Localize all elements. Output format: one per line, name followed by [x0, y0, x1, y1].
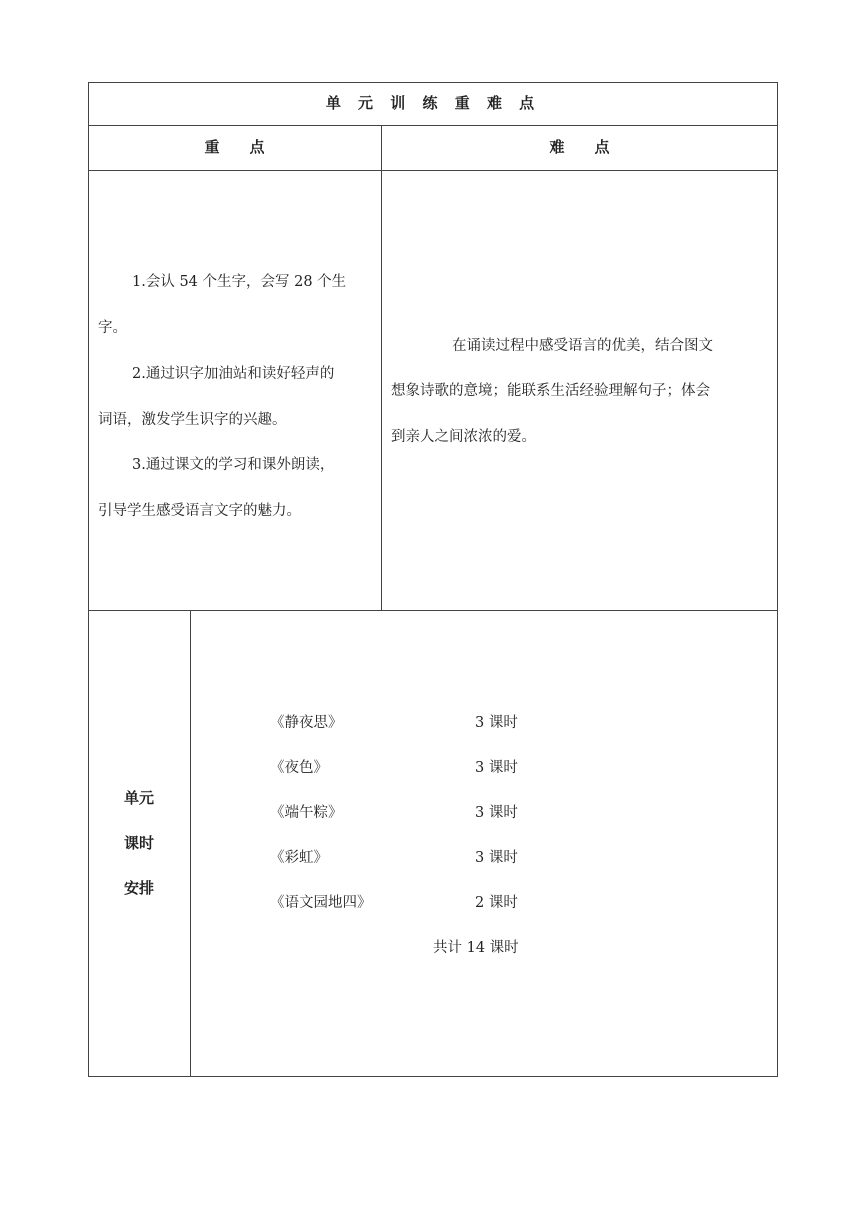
lesson-title: 《夜色》: [270, 760, 328, 776]
divider-header: [88, 170, 778, 171]
focus-column-header: 重 点: [204, 138, 265, 156]
table-title: 单 元 训 练 重 难 点: [325, 94, 541, 112]
lesson-title: 《彩虹》: [270, 850, 328, 866]
focus-line: 字。: [98, 320, 127, 336]
difficulty-line: 想象诗歌的意境；能联系生活经验理解句子；体会: [391, 383, 710, 399]
divider-schedule: [190, 610, 191, 1077]
divider-title: [88, 125, 778, 126]
total-hours: 共计 14 课时: [433, 940, 519, 956]
schedule-label-line: 课时: [123, 834, 154, 852]
unit-plan-table: [88, 82, 778, 1077]
schedule-label-line: 单元: [123, 789, 154, 807]
divider-content: [88, 610, 778, 611]
lesson-title: 《静夜思》: [270, 715, 343, 731]
focus-line: 词语，激发学生识字的兴趣。: [98, 412, 287, 428]
lesson-hours: 3 课时: [475, 805, 518, 821]
focus-line: 1.会认 54 个生字，会写 28 个生: [132, 274, 347, 290]
focus-line: 引导学生感受语言文字的魅力。: [98, 503, 301, 519]
difficulty-line: 在诵读过程中感受语言的优美，结合图文: [452, 338, 713, 354]
lesson-title: 《端午粽》: [270, 805, 343, 821]
lesson-hours: 3 课时: [475, 715, 518, 731]
table-border: [88, 82, 778, 1077]
divider-columns: [381, 125, 382, 610]
lesson-hours: 3 课时: [475, 850, 518, 866]
lesson-title: 《语文园地四》: [270, 895, 372, 911]
difficulty-column-header: 难 点: [549, 138, 610, 156]
difficulty-line: 到亲人之间浓浓的爱。: [391, 429, 536, 445]
lesson-hours: 2 课时: [475, 895, 518, 911]
lesson-hours: 3 课时: [475, 760, 518, 776]
focus-line: 3.通过课文的学习和课外朗读，: [132, 457, 335, 473]
schedule-label-line: 安排: [123, 879, 154, 897]
focus-line: 2.通过识字加油站和读好轻声的: [132, 366, 335, 382]
